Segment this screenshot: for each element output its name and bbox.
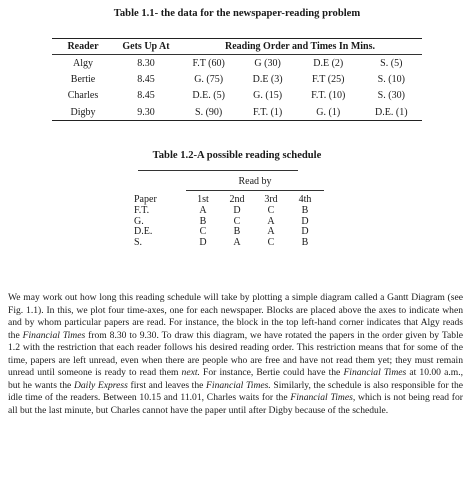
table-cell: S. (5): [380, 57, 403, 69]
table-cell: S. (10): [377, 74, 405, 86]
table-cell: Charles: [67, 90, 99, 102]
table-cell: G (30): [254, 57, 281, 69]
column-header-reading-order: Reading Order and Times In Mins.: [178, 38, 422, 55]
italic-run: next.: [181, 367, 200, 378]
table-row: [52, 104, 422, 120]
table-cell: Algy: [73, 57, 93, 69]
reader-cell: A: [267, 226, 275, 237]
table-cell: 8.45: [137, 90, 155, 102]
table-cell: 8.45: [137, 74, 155, 86]
table-header-row: [52, 38, 422, 55]
table-cell: Digby: [70, 106, 96, 118]
table-row: [134, 206, 322, 217]
column-header-3rd: 3rd: [264, 194, 278, 205]
column-header-2nd: 2nd: [229, 194, 245, 205]
paper-name-cell: S.: [134, 236, 143, 248]
reader-cell: B: [301, 236, 309, 248]
table-row: [52, 71, 422, 87]
text-run: which is not being read for all but the last minute, but Charles cannot have the paper until after Digby because of the schedule.: [8, 392, 463, 416]
column-header-4th: 4th: [298, 194, 312, 205]
text-run: at 10.00 a.m., but he wants the: [8, 367, 464, 391]
table-1-2-top-rule: [138, 170, 298, 171]
table-cell: F.T. (1): [252, 106, 283, 118]
column-header-gets-up-at: Gets Up At: [114, 38, 178, 55]
reader-cell: D: [301, 215, 309, 227]
text-run: We may work out how long this reading schedule will take by plotting a simple diagram called a Gantt Diagram (see Fig. 1.1). In this, we plot four time-axes, one for each newspaper. Blocks are placed above the axes to indicate when and by whom particular papers are read. For instance, the block in the top left-hand corner indicates that Algy reads the: [8, 292, 463, 341]
paper-name-cell: D.E.: [134, 226, 153, 237]
read-by-label: Read by: [238, 176, 272, 187]
table-cell: G. (75): [194, 74, 224, 86]
reader-cell: D: [199, 236, 207, 248]
table-row: [134, 227, 322, 238]
reader-cell: D: [233, 205, 241, 216]
table-cell: S. (90): [195, 106, 223, 118]
table-cell: F.T (60): [192, 57, 225, 69]
table-cell: F.T (25): [312, 74, 345, 86]
reader-cell: D: [301, 226, 309, 237]
italic-run: Daily Express: [73, 379, 128, 391]
table-cell: 8.30: [137, 57, 155, 69]
paper-name-cell: F.T.: [134, 205, 150, 216]
table-1-2-title: Table 1.2-A possible reading schedule: [152, 150, 322, 161]
text-run: from 8.30 to 9.30. To draw this diagram, we have rotated the papers in the order given by Table 1.2 with the restriction that each reader follows his desired reading order. This restriction means that for some of the time, papers are left unread, even when there are people who are free and have not read them yet; they must remain unread until someone is ready to read them: [8, 329, 463, 378]
reader-cell: A: [267, 215, 275, 227]
table-cell: D.E. (1): [375, 106, 408, 118]
table-cell: G. (15): [253, 90, 283, 102]
table-1-2: [134, 193, 322, 248]
italic-run: Financial Times.: [206, 379, 271, 391]
text-run: Similarly, the schedule is also responsible for the idle time of the readers. Between 10.15 and 11.01, Charles waits for the: [8, 379, 464, 403]
reader-cell: B: [199, 215, 207, 227]
table-cell: Bertie: [70, 74, 96, 86]
read-by-rule: [186, 190, 324, 191]
column-header-1st: 1st: [197, 194, 209, 205]
table-cell: 9.30: [137, 106, 155, 118]
column-header-paper: Paper: [134, 194, 157, 205]
text-run: For instance, Bertie could have the: [199, 367, 344, 378]
reader-cell: C: [267, 205, 275, 216]
table-cell: D.E (3): [252, 74, 283, 86]
table-header-row: [134, 193, 322, 206]
italic-run: Financial Times: [343, 367, 407, 378]
table-cell: S. (30): [377, 90, 405, 102]
table-row: [134, 238, 322, 249]
table-cell: G. (1): [316, 106, 341, 118]
reader-cell: B: [233, 226, 241, 237]
table-cell: D.E (2): [313, 57, 344, 69]
table-1-1-bottom-rule: [52, 120, 422, 121]
reader-cell: C: [199, 226, 207, 237]
reader-cell: C: [267, 236, 275, 248]
body-paragraph: [8, 292, 463, 417]
reader-cell: B: [301, 205, 309, 216]
table-cell: F.T. (10): [311, 90, 346, 102]
italic-run: Financial Times: [22, 329, 86, 341]
table-1-1: [52, 38, 422, 121]
paper-name-cell: G.: [134, 215, 144, 227]
table-1-1-title: Table 1.1- the data for the newspaper-reading problem: [113, 8, 361, 19]
reader-cell: C: [233, 215, 241, 227]
italic-run: Financial Times,: [290, 392, 356, 403]
table-cell: D.E. (5): [192, 90, 225, 102]
column-header-reader: Reader: [52, 38, 114, 55]
text-run: first and leaves the: [127, 379, 207, 391]
table-row: [52, 55, 422, 72]
reader-cell: A: [199, 205, 207, 216]
reader-cell: A: [233, 236, 241, 248]
table-row: [134, 217, 322, 228]
table-row: [52, 88, 422, 104]
